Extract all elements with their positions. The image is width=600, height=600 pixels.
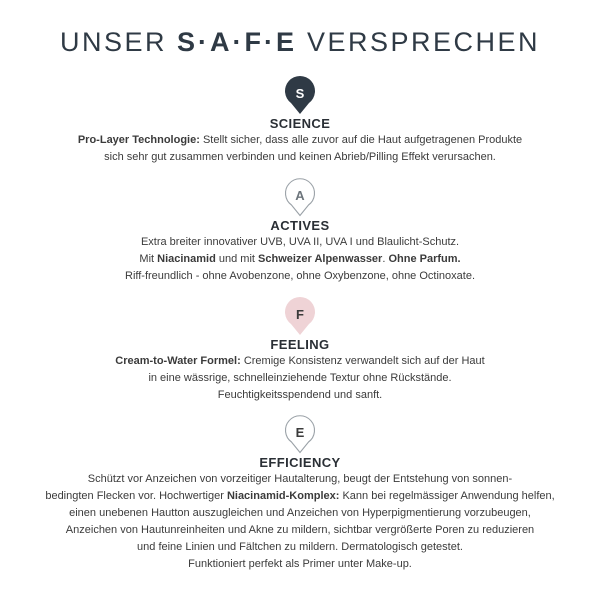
body-line: einen unebenen Hautton auszugleichen und Anzeichen von Hyperpigmentierung vorzubeugen, [69, 507, 531, 519]
title-brand: S·A·F·E [176, 27, 297, 57]
page-title [0, 27, 600, 58]
body-line: Funktioniert perfekt als Primer unter Make-up. [188, 558, 412, 570]
body-line: Riff-freundlich - ohne Avobenzone, ohne Oxybenzone, ohne Octinoxate. [125, 270, 475, 282]
section-body [0, 471, 600, 573]
body-line: sich sehr gut zusammen verbinden und keinen Abrieb/Pilling Effekt verursachen. [104, 151, 496, 163]
body-line: Cream-to-Water Formel: Cremige Konsistenz verwandelt sich auf der Haut [115, 355, 485, 367]
body-line: Feuchtigkeitsspendend und sanft. [217, 389, 383, 401]
pin-letter: S [295, 86, 305, 101]
body-line: Mit Niacinamid und mit Schweizer Alpenwasser. Ohne Parfum. [139, 253, 461, 265]
section-body [0, 353, 600, 404]
body-line: Pro-Layer Technologie: Stellt sicher, dass alle zuvor auf die Haut aufgetragenen Produkte [77, 134, 523, 146]
section-heading: EFFICIENCY [259, 455, 341, 470]
pin-s-icon [283, 75, 317, 115]
pin-a-icon [283, 177, 317, 217]
section-body [0, 234, 600, 285]
section-science [0, 75, 600, 166]
pin-letter: E [295, 425, 305, 440]
section-actives [0, 177, 600, 285]
pin-letter: F [296, 307, 304, 322]
title-prefix: UNSER [59, 27, 167, 57]
pin-e-icon [283, 414, 317, 454]
body-line: Anzeichen von Hautunreinheiten und Akne zu mildern, sichtbar vergrößerte Poren zu reduzieren [65, 524, 535, 536]
body-line: Extra breiter innovativer UVB, UVA II, UVA I und Blaulicht-Schutz. [140, 236, 460, 248]
body-line: Schützt vor Anzeichen von vorzeitiger Hautalterung, beugt der Entstehung von sonnen- [87, 473, 513, 485]
title-suffix: VERSPRECHEN [306, 27, 541, 57]
section-body [0, 132, 600, 166]
section-feeling [0, 296, 600, 404]
section-heading: ACTIVES [270, 218, 330, 233]
section-heading: FEELING [270, 337, 330, 352]
pin-f-icon [283, 296, 317, 336]
body-line: bedingten Flecken vor. Hochwertiger Niacinamid-Komplex: Kann bei regelmässiger Anwendung helfen, [45, 490, 555, 502]
section-efficiency [0, 414, 600, 573]
section-heading: SCIENCE [269, 116, 331, 131]
body-line: in eine wässrige, schnelleinziehende Textur ohne Rückstände. [148, 372, 452, 384]
pin-letter: A [295, 188, 305, 203]
body-line: und feine Linien und Fältchen zu mildern. Dermatologisch getestet. [137, 541, 463, 553]
